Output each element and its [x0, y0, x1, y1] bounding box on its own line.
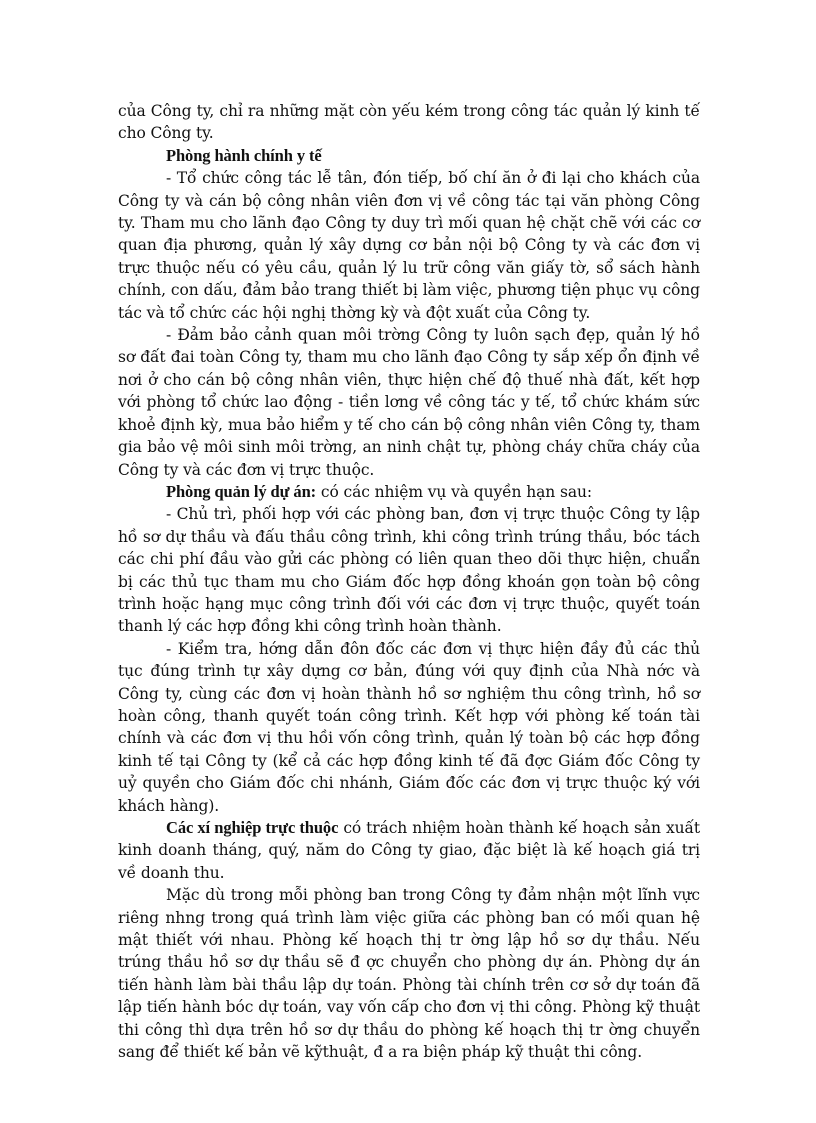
heading-project: Phòng quản lý dự án:: [166, 481, 317, 501]
paragraph-final: Mặc dù trong mỗi phòng ban trong Công ty đảm nhận một lĩnh vực riêng nhng trong quá trình làm việc giữa các phòng ban có mối quan hệ mật thiết với nhau. Phòng kế hoạch thị tr ờng lập hồ sơ dự thầu. Nếu trúng thầu hồ sơ dự thầu sẽ đ ợc chuyển cho phòng dự án. Phòng dự án tiến hành làm bài thầu lập dự toán. Phòng tài chính trên cơ sở dự toán đã lập tiến hành bóc dự toán, vay vốn cấp cho đơn vị thi công. Phòng kỹ thuật thi công thì dựa trên hồ sơ dự thầu do phòng kế hoạch thị tr ờng chuyển sang để thiết kế bản vẽ kỹthuật, đ a ra biện pháp kỹ thuật thi công.: [118, 886, 700, 1062]
paragraph-admin-2: - Đảm bảo cảnh quan môi trờng Công ty luôn sạch đẹp, quản lý hồ sơ đất đai toàn Công ty, tham mu cho lãnh đạo Công ty sắp xếp ổn định về nơi ở cho cán bộ công nhân viên, thực hiện chế độ thuế nhà đất, kết hợp với phòng tổ chức lao động - tiền lơng về công tác y tế, tổ chức khám sức khoẻ định kỳ, mua bảo hiểm y tế cho cán bộ công nhân viên Công ty, tham gia bảo vệ môi sinh môi trờng, an ninh chật tự, phòng cháy chữa cháy của Công ty và các đơn vị trực thuộc.: [118, 326, 700, 479]
heading-admin: Phòng hành chính y tế: [166, 145, 322, 165]
section-heading-project: [118, 481, 700, 503]
heading-factories: Các xí nghiệp trực thuộc: [166, 818, 339, 837]
paragraph-intro: của Công ty, chỉ ra những mặt còn yếu kém trong công tác quản lý kinh tế cho Công ty.: [118, 102, 700, 143]
paragraph-project-1: - Chủ trì, phối hợp với các phòng ban, đơn vị trực thuộc Công ty lập hồ sơ dự thầu và đấu thầu công trình, khi công trình trúng thầu, bóc tách các chi phí đầu vào gửi các phòng có liên quan theo dõi thực hiện, chuẩn bị các thủ tục tham mu cho Giám đốc hợp đồng khoán gọn toàn bộ công trình hoặc hạng mục công trình đối với các đơn vị trực thuộc, quyết toán thanh lý các hợp đồng khi công trình hoàn thành.: [118, 505, 700, 636]
document-body: [118, 100, 700, 1063]
section-heading-admin: [118, 145, 700, 167]
heading-project-rest: có các nhiệm vụ và quyền hạn sau:: [316, 482, 592, 501]
paragraph-project-2: - Kiểm tra, hớng dẫn đôn đốc các đơn vị thực hiện đầy đủ các thủ tục đúng trình tự xây dựng cơ bản, đúng với quy định của Nhà nớc và Công ty, cùng các đơn vị hoàn thành hồ sơ nghiệm thu công trình, hồ sơ hoàn công, thanh quyết toán công trình. Kết hợp với phòng kế toán tài chính và các đơn vị thu hồi vốn công trình, quản lý toàn bộ các hợp đồng kinh tế tại Công ty (kể cả các hợp đồng kinh tế đã đợc Giám đốc Công ty uỷ quyền cho Giám đốc chi nhánh, Giám đốc các đơn vị trực thuộc ký với khách hàng).: [118, 639, 700, 815]
section-factories: [118, 817, 700, 884]
paragraph-admin-1: - Tổ chức công tác lễ tân, đón tiếp, bố chí ăn ở đi lại cho khách của Công ty và cán bộ công nhân viên đơn vị về công tác tại văn phòng Công ty. Tham mu cho lãnh đạo Công ty duy trì mối quan hệ chặt chẽ với các cơ quan địa phương, quản lý xây dựng cơ bản nội bộ Công ty và các đơn vị trực thuộc nếu có yêu cầu, quản lý lu trữ công văn giấy tờ, sổ sách hành chính, con dấu, đảm bảo trang thiết bị làm việc, phương tiện phục vụ công tác và tổ chức các hội nghị thờng kỳ và đột xuất của Công ty.: [118, 169, 700, 322]
paragraph-factories-rest: có trách nhiệm hoàn thành kế hoạch sản xuất kinh doanh tháng, quý, năm do Công ty giao, đặc biệt là kế hoạch giá trị về doanh thu.: [118, 819, 700, 882]
